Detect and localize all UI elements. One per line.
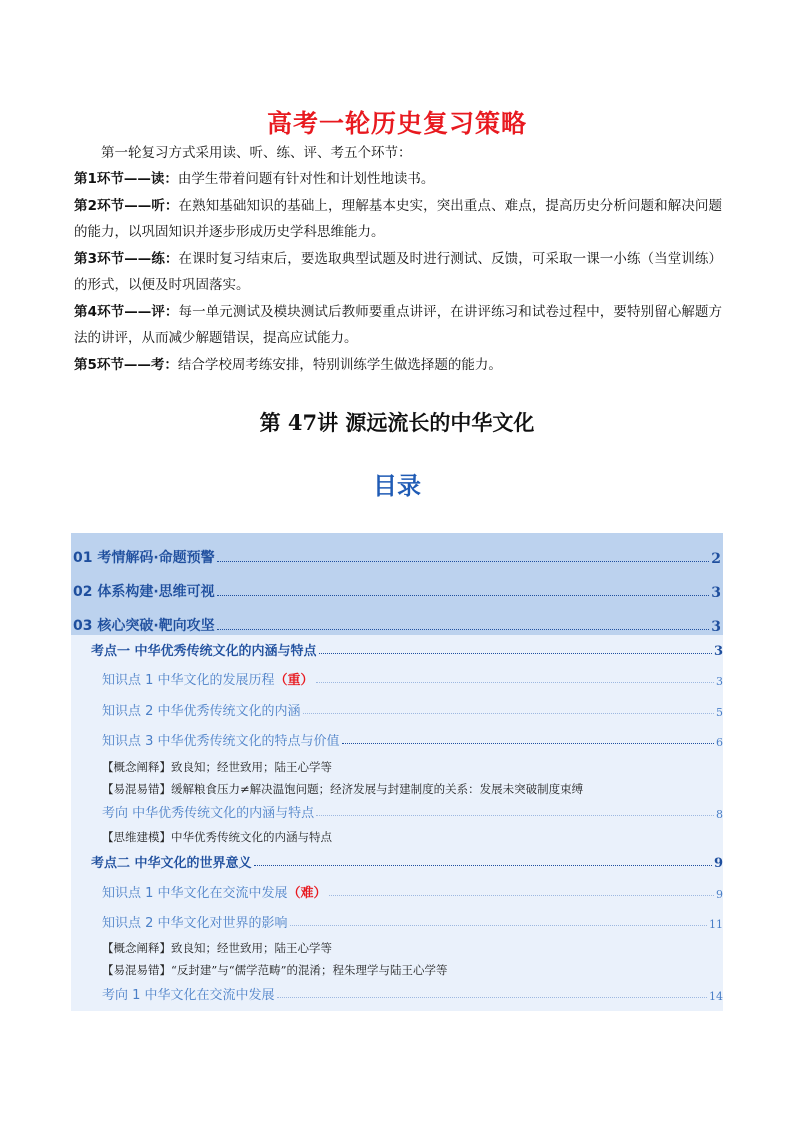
- stage-1: [74, 166, 722, 193]
- toc-heading: 目录: [373, 472, 421, 500]
- toc-kaodian-2[interactable]: [71, 849, 723, 871]
- toc-point-2-1[interactable]: [71, 879, 723, 901]
- toc-leader: [303, 713, 714, 714]
- stage-label: 第4环节——评：: [74, 303, 179, 320]
- toc-page: 11: [709, 918, 723, 931]
- table-of-contents: [71, 533, 723, 1011]
- toc-section-03[interactable]: [71, 601, 723, 635]
- toc-leader: [217, 561, 710, 562]
- toc-page: 5: [716, 706, 723, 719]
- toc-section-01[interactable]: [71, 533, 723, 567]
- toc-label: 03 核心突破·靶向攻坚: [73, 618, 215, 634]
- toc-label: 知识点 2 中华优秀传统文化的内涵: [102, 704, 301, 719]
- toc-kaodian-1[interactable]: [71, 637, 723, 659]
- toc-page: 9: [713, 856, 723, 871]
- toc-leader: [342, 743, 714, 744]
- toc-label: [71, 669, 314, 688]
- toc-leader: [217, 595, 710, 596]
- stage-2: [74, 193, 722, 246]
- stage-text: 在熟知基础知识的基础上，理解基本史实，突出重点、难点，提高历史分析问题和解决问题的能力，以巩固知识并逐步形成历史学科思维能力。: [74, 197, 723, 240]
- toc-direction-1[interactable]: [71, 799, 723, 821]
- toc-page: 2: [711, 551, 721, 567]
- toc-page: 3: [713, 644, 723, 659]
- toc-label: [71, 882, 327, 901]
- stage-label: 第2环节——听：: [74, 197, 179, 214]
- stage-3: [74, 246, 722, 299]
- toc-label: 【概念阐释】致良知；经世致用；陆王心学等: [102, 760, 332, 774]
- stage-text: 在课时复习结束后，要选取典型试题及时进行测试、反馈，可采取一课一小练（当堂训练）的形式，以便及时巩固落实。: [74, 250, 723, 293]
- toc-label: 【思维建模】中华优秀传统文化的内涵与特点: [102, 830, 332, 844]
- toc-point-1-1[interactable]: [71, 666, 723, 688]
- document-title: 高考一轮历史复习策略: [266, 109, 527, 138]
- toc-label: 【概念阐释】致良知；经世致用；陆王心学等: [102, 941, 332, 955]
- toc-label: 知识点 3 中华优秀传统文化的特点与价值: [102, 734, 340, 749]
- toc-label-text: 知识点 1 中华文化的发展历程: [102, 673, 275, 688]
- intro-text: 第一轮复习方式采用读、听、练、评、考五个环节：: [101, 145, 412, 161]
- importance-tag: （重）: [274, 673, 314, 688]
- toc-leader: [277, 997, 707, 998]
- toc-label: 02 体系构建·思维可视: [73, 584, 215, 600]
- toc-label: 01 考情解码·命题预警: [73, 550, 215, 566]
- difficulty-tag: （难）: [287, 886, 327, 901]
- toc-label: 知识点 2 中华文化对世界的影响: [102, 916, 288, 931]
- toc-label-text: 知识点 1 中华文化在交流中发展: [102, 886, 288, 901]
- toc-label: 考点一 中华优秀传统文化的内涵与特点: [91, 644, 317, 659]
- toc-page: 3: [716, 675, 723, 688]
- stage-4: [74, 299, 722, 352]
- toc-point-2-2[interactable]: [71, 909, 723, 931]
- toc-page: 3: [711, 619, 721, 635]
- stage-label: 第5环节——考：: [74, 356, 178, 373]
- toc-point-1-2[interactable]: [71, 697, 723, 719]
- toc-label: 考向 1 中华文化在交流中发展: [102, 988, 275, 1003]
- stage-list: [74, 166, 722, 378]
- toc-label: 【易混易错】“反封建”与“儒学范畴”的混淆；程朱理学与陆王心学等: [102, 963, 448, 977]
- toc-label: 考向 中华优秀传统文化的内涵与特点: [102, 806, 315, 821]
- toc-note-concept: [71, 755, 723, 775]
- toc-page: 8: [716, 808, 723, 821]
- stage-text: 由学生带着问题有针对性和计划性地读书。: [177, 171, 435, 187]
- toc-note-confusion: [71, 777, 723, 797]
- toc-page: 3: [711, 585, 721, 601]
- toc-label: 考点二 中华文化的世界意义: [91, 856, 252, 871]
- toc-page: 6: [716, 736, 723, 749]
- toc-note-confusion-2: [71, 958, 723, 978]
- toc-leader: [316, 815, 714, 816]
- toc-leader: [319, 653, 712, 654]
- toc-point-1-3[interactable]: [71, 727, 723, 749]
- toc-leader: [316, 682, 714, 683]
- toc-note-concept-2: [71, 936, 723, 956]
- toc-direction-2-1[interactable]: [71, 981, 723, 1003]
- toc-leader: [254, 865, 712, 866]
- toc-section-02[interactable]: [71, 567, 723, 601]
- stage-5: [74, 352, 722, 379]
- lecture-title: 第 47讲 源远流长的中华文化: [259, 410, 535, 435]
- toc-label: 【易混易错】缓解粮食压力≠解决温饱问题；经济发展与封建制度的关系：发展未突破制度束缚: [102, 782, 584, 796]
- stage-text: 每一单元测试及模块测试后教师要重点讲评，在讲评练习和试卷过程中，要特别留心解题方法的讲评，从而减少解题错误，提高应试能力。: [74, 303, 723, 346]
- toc-leader: [329, 895, 714, 896]
- toc-leader: [290, 925, 707, 926]
- toc-leader: [217, 629, 710, 630]
- toc-page: 14: [709, 990, 723, 1003]
- toc-note-model: [71, 825, 723, 845]
- stage-label: 第3环节——练：: [74, 250, 179, 267]
- toc-page: 9: [716, 888, 723, 901]
- stage-text: 结合学校周考练安排，特别训练学生做选择题的能力。: [177, 356, 502, 373]
- stage-label: 第1环节——读：: [74, 171, 178, 187]
